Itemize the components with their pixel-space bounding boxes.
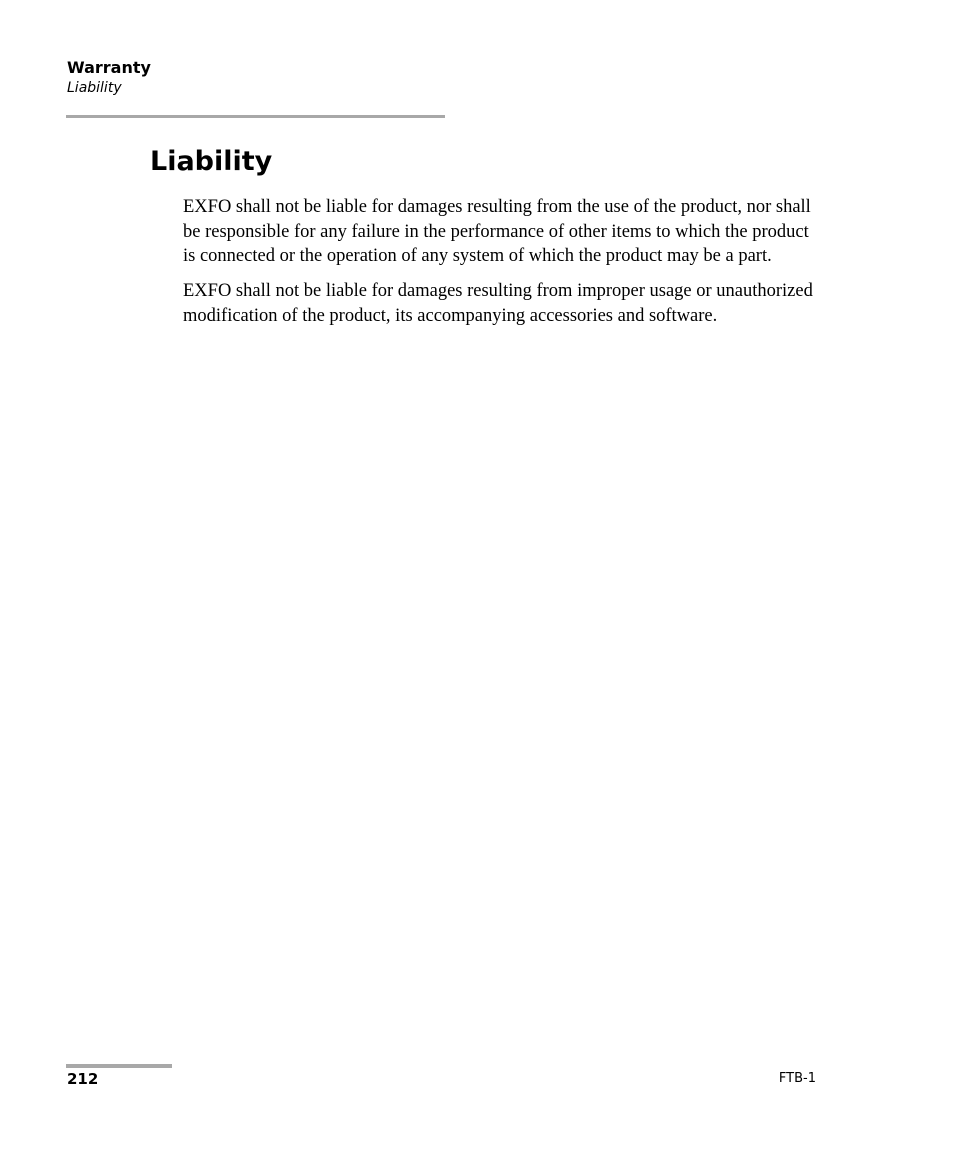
paragraph-liability-misuse: EXFO shall not be liable for damages resulting from improper usage or unauthorized modification of the product, its accompanying accessories and software. [183,281,813,326]
header-section-title: Liability [67,80,122,96]
paragraph-liability-use: EXFO shall not be liable for damages resulting from the use of the product, nor shall be responsible for any failure in the performance of other items to which the product is connected or the operation of any system of which the product may be a part. [183,197,811,267]
page-title: Liability [150,146,273,177]
header-chapter-title: Warranty [67,58,151,77]
body-text [183,195,823,339]
header-divider [66,115,445,118]
footer-divider [66,1064,172,1068]
running-header [67,58,151,98]
page-number: 212 [67,1070,99,1088]
product-name: FTB-1 [778,1071,816,1086]
